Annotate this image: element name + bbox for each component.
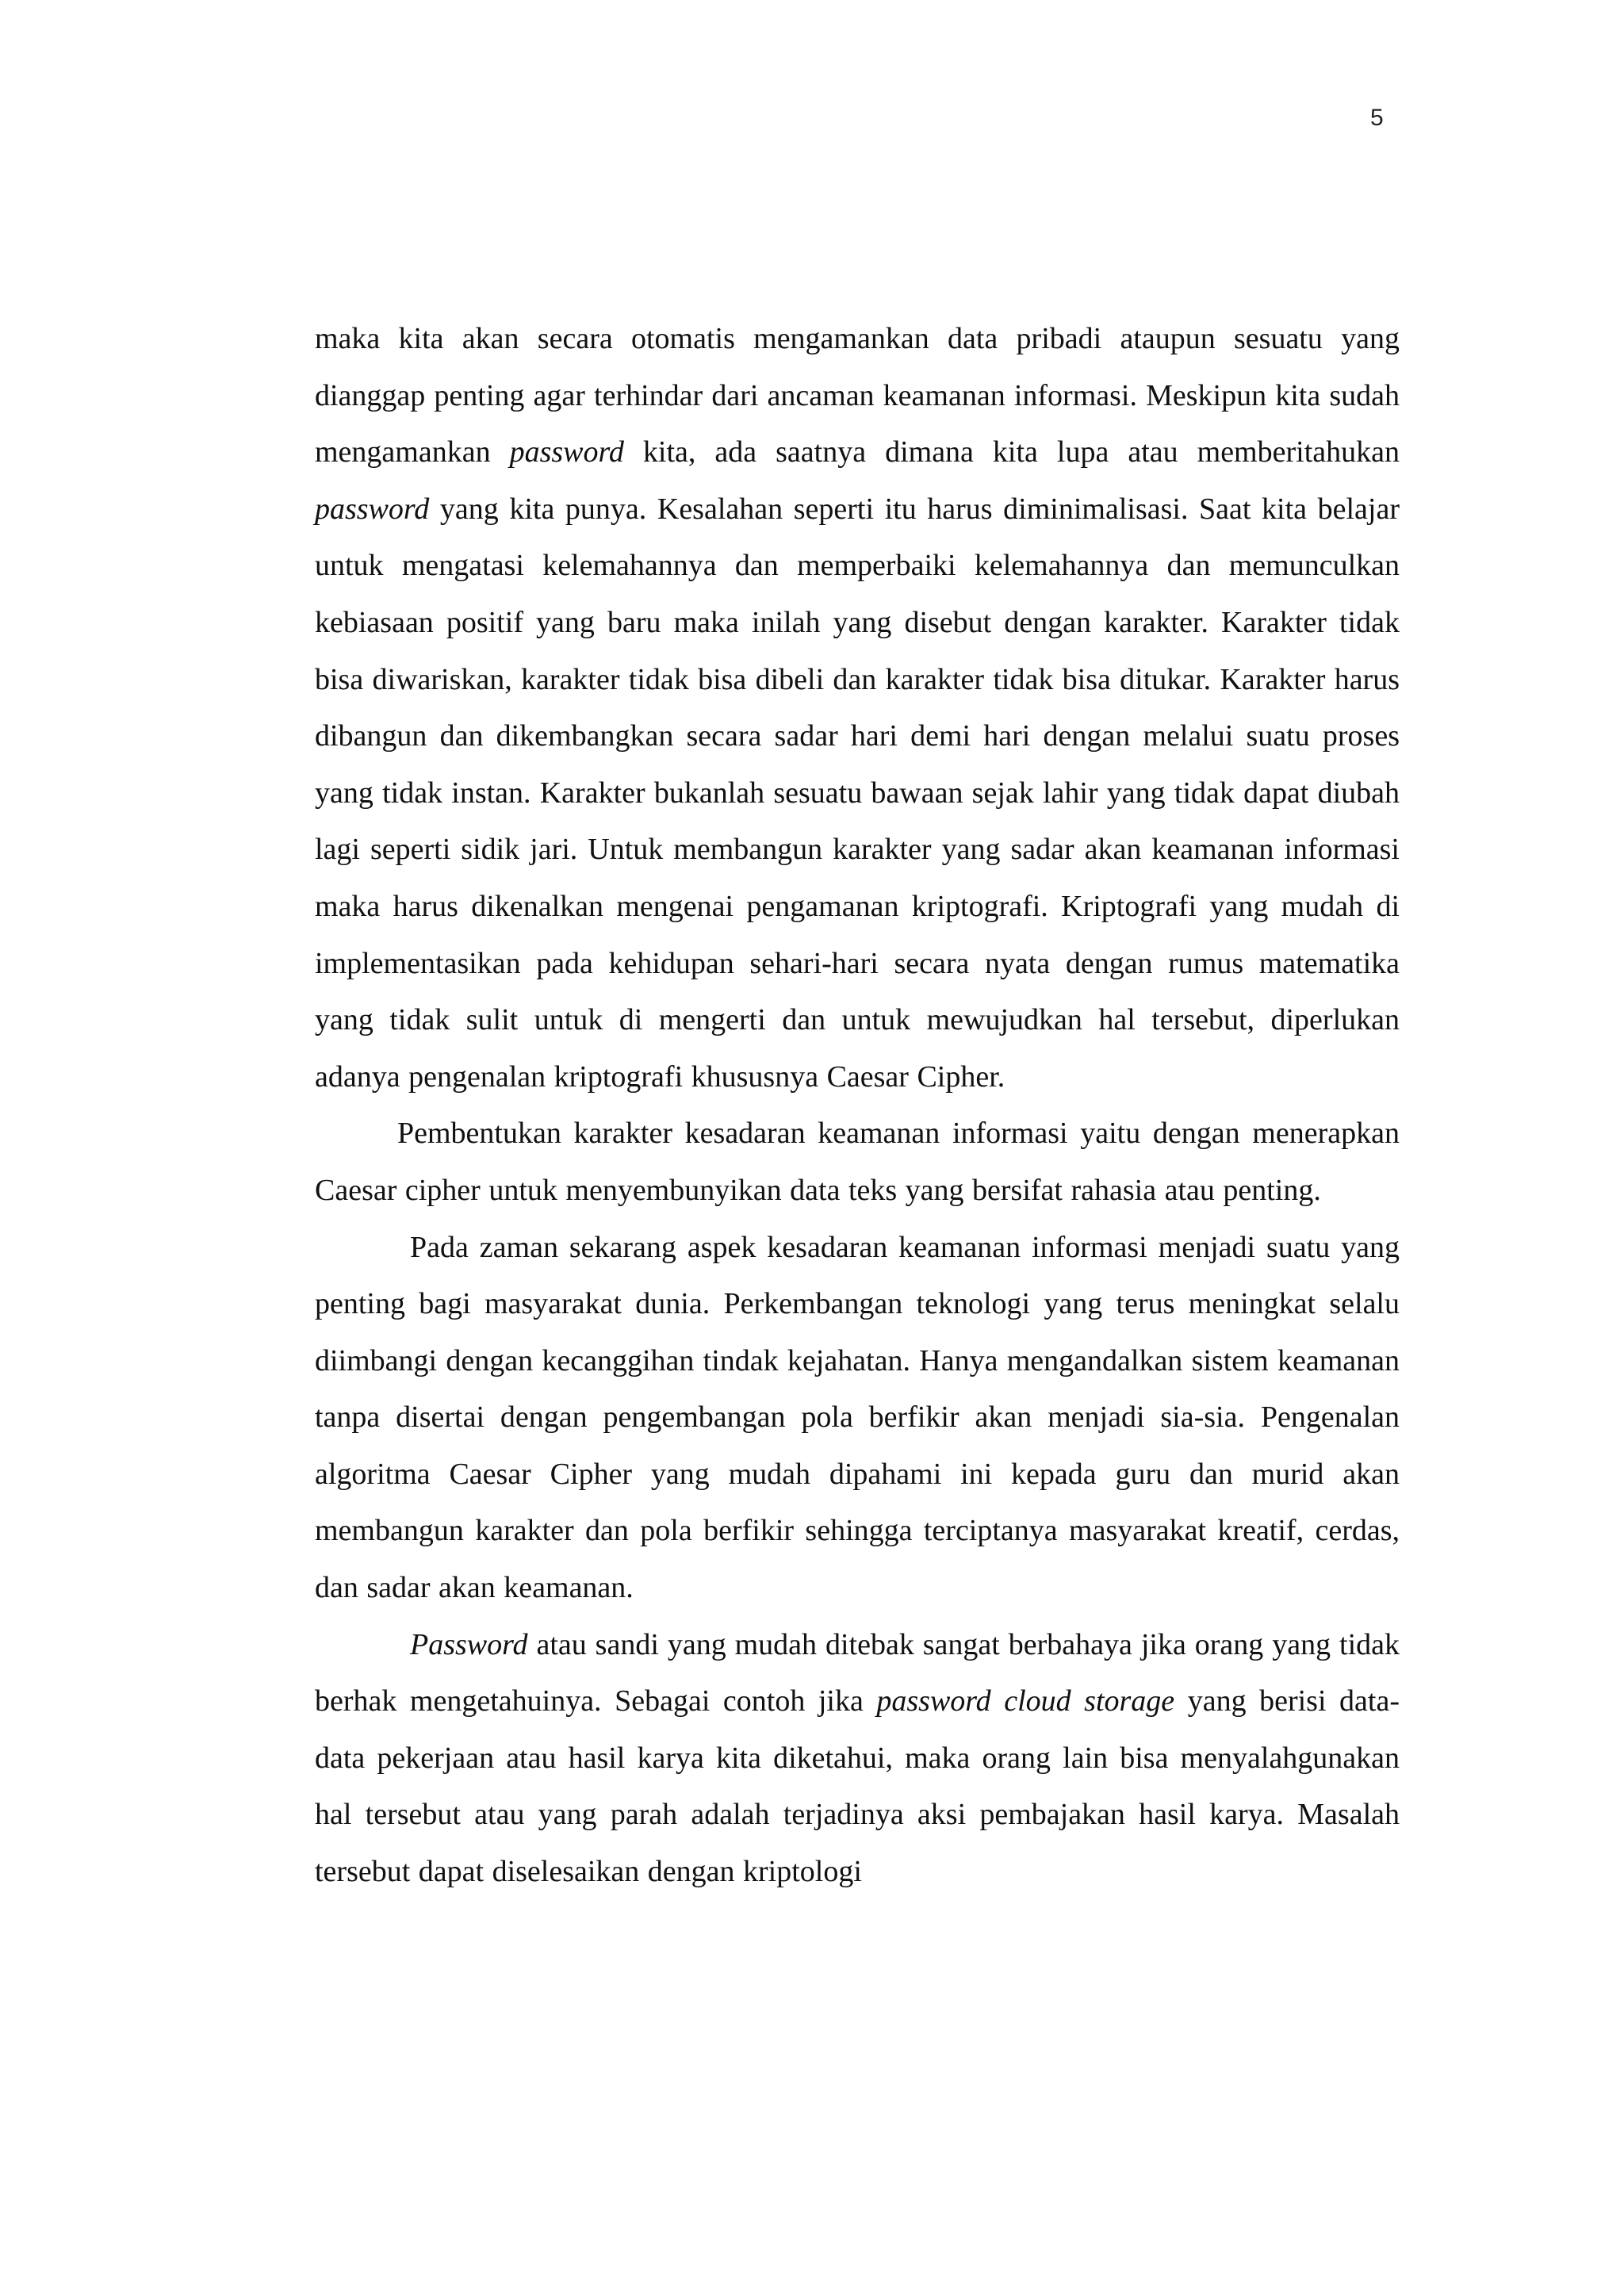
document-body [315, 311, 1400, 1901]
paragraph-4-italic-password: Password [410, 1627, 528, 1661]
paragraph-4-text-a: atau sandi yang mudah ditebak sangat berbahaya jika orang yang tidak berhak mengetahuinya. Sebagai contoh jika [315, 1627, 1400, 1718]
paragraph-4-text-b: yang berisi data-data pekerjaan atau hasil karya kita diketahui, maka orang lain bisa menyalahgunakan hal tersebut atau yang parah adalah terjadinya aksi pembajakan hasil karya. Masalah tersebut dapat diselesaikan dengan kriptologi [315, 1684, 1400, 1889]
paragraph-1 [315, 311, 1400, 1105]
paragraph-2: Pembentukan karakter kesadaran keamanan informasi yaitu dengan menerapkan Caesar cipher untuk menyembunyikan data teks yang bersifat rahasia atau penting. [315, 1117, 1400, 1207]
paragraph-1-text-c: yang kita punya. Kesalahan seperti itu harus diminimalisasi. Saat kita belajar untuk mengatasi kelemahannya dan memperbaiki kelemahannya dan memunculkan kebiasaan positif yang baru maka inilah yang disebut dengan karakter. Karakter tidak bisa diwariskan, karakter tidak bisa dibeli dan karakter tidak bisa ditukar. Karakter harus dibangun dan dikembangkan secara sadar hari demi hari dengan melalui suatu proses yang tidak instan. Karakter bukanlah sesuatu bawaan sejak lahir yang tidak dapat diubah lagi seperti sidik jari. Untuk membangun karakter yang sadar akan keamanan informasi maka harus dikenalkan mengenai pengamanan kriptografi. Kriptografi yang mudah di implementasikan pada kehidupan sehari-hari secara nyata dengan rumus matematika yang tidak sulit untuk di mengerti dan untuk mewujudkan hal tersebut, diperlukan adanya pengenalan kriptografi khususnya Caesar Cipher. [315, 492, 1400, 1094]
paragraph-4-italic-cloud-storage: password cloud storage [876, 1684, 1175, 1718]
paragraph-1-italic-password-a: password [509, 435, 624, 469]
paragraph-1-text-b: kita, ada saatnya dimana kita lupa atau memberitahukan [623, 435, 1400, 469]
paragraph-1-text-a: maka kita akan secara otomatis mengamankan data pribadi ataupun sesuatu yang dianggap penting agar terhindar dari ancaman keamanan informasi. Meskipun kita sudah mengamankan [315, 322, 1400, 469]
page-number: 5 [1370, 105, 1384, 131]
paragraph-4 [315, 1617, 1400, 1901]
paragraph-3: Pada zaman sekarang aspek kesadaran keamanan informasi menjadi suatu yang penting bagi masyarakat dunia. Perkembangan teknologi yang terus meningkat selalu diimbangi dengan kecanggihan tindak kejahatan. Hanya mengandalkan sistem keamanan tanpa disertai dengan pengembangan pola berfikir akan menjadi sia-sia. Pengenalan algoritma Caesar Cipher yang mudah dipahami ini kepada guru dan murid akan membangun karakter dan pola berfikir sehingga terciptanya masyarakat kreatif, cerdas, dan sadar akan keamanan. [315, 1230, 1400, 1605]
paragraph-1-italic-password-b: password [315, 492, 430, 526]
